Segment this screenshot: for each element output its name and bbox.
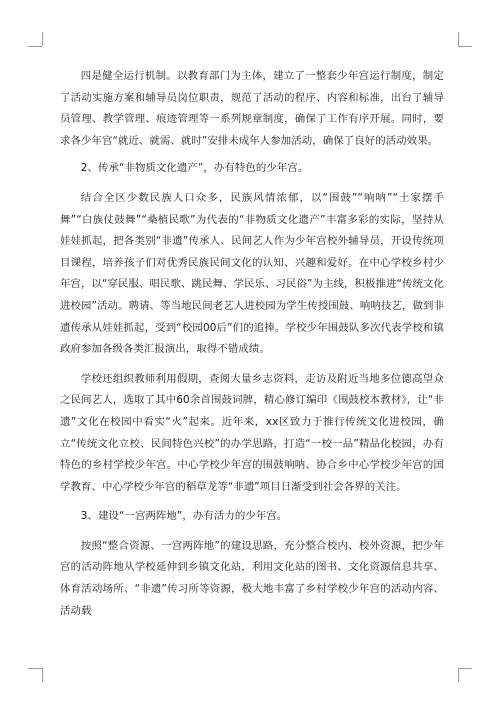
paragraph-operating-mechanism: 四是健全运行机制。以教育部门为主体，建立了一整套少年宫运行制度，制定了活动实施方案和辅导员岗位职责，规范了活动的程序、内容和标准，出台了辅导员管理、教学管理、痕迹管理等一系列规章制度，确保了工作有序开展。同时，要求各少年宫“就近、就需、就时”安排未成年人参加活动，确保了良好的活动效果。 [60, 70, 444, 147]
paragraph-resource-integration: 按照“整合资源、一宫两阵地”的建设思路，充分整合校内、校外资源，把少年宫的活动阵地从学校延伸到乡镇文化站，利用文化站的图书、文化资源信息共享、体育活动场所、“非遗”传习所等资源，极大地丰富了乡村学校少年宫的活动内容、活动载 [60, 539, 444, 617]
crop-mark-top-left [28, 46, 42, 47]
crop-mark-top-left [42, 32, 43, 46]
crop-mark-top-right [458, 32, 459, 46]
paragraph-school-textbook: 学校还组织教师利用假期，查阅大量乡志资料，走访及附近当地多位德高望众之民间艺人，选取了其中60余首围鼓词牌，精心修订编印《围鼓校本教材》，让“非遗”文化在校园中看实“火”起来。近年来，xx区致力于推行传统文化进校园，确立“传统文化立校、民间特色兴校”的办学思路，打造“一校一品”精品化校园，办有特色的乡村学校少年宫。中心学校少年宫的围鼓响呐、协合乡中心学校少年宫的国学教育、中心学校少年宫的稻草龙等“非遗”项目日渐受到社会各界的关注。 [60, 372, 444, 493]
crop-mark-bottom-left [42, 668, 43, 682]
crop-mark-bottom-right [458, 668, 459, 682]
crop-mark-bottom-left [28, 668, 42, 669]
section-heading-one-palace-two-fronts: 3、建设“一宫两阵地”，办有活力的少年宫。 [80, 510, 288, 523]
crop-mark-top-right [458, 46, 472, 47]
paragraph-heritage-inheritors: 结合全区少数民族人口众多，民族风情浓郁，以“围鼓”“响呐”“土家摆手舞”“白族仗鼓舞”“桑植民歌”为代表的“非物质文化遗产”丰富多彩的实际，坚持从娃娃抓起，把各类别“非遗”传承人、民间艺人作为少年宫校外辅导员，开设传统项目课程，培养孩子们对优秀民族民间文化的认知、兴趣和爱好。在中心学校乡村少年宫，以“穿民服、唱民歌、跳民舞、学民乐、习民俗”为主线，积极推进“传统文化进校园”活动。聘请、等当地民间老艺人进校园为学生传授围鼓、响呐技艺，做到非遗传承从娃娃抓起，受到“校园00后”们的追捧。学校少年围鼓队多次代表学校和镇政府参加各级各类汇报演出，取得不错成绩。 [60, 191, 444, 356]
document-body [60, 66, 444, 630]
crop-mark-bottom-right [458, 668, 472, 669]
section-heading-intangible-heritage: 2、传承“非物质文化遗产”，办有特色的少年宫。 [80, 162, 309, 175]
